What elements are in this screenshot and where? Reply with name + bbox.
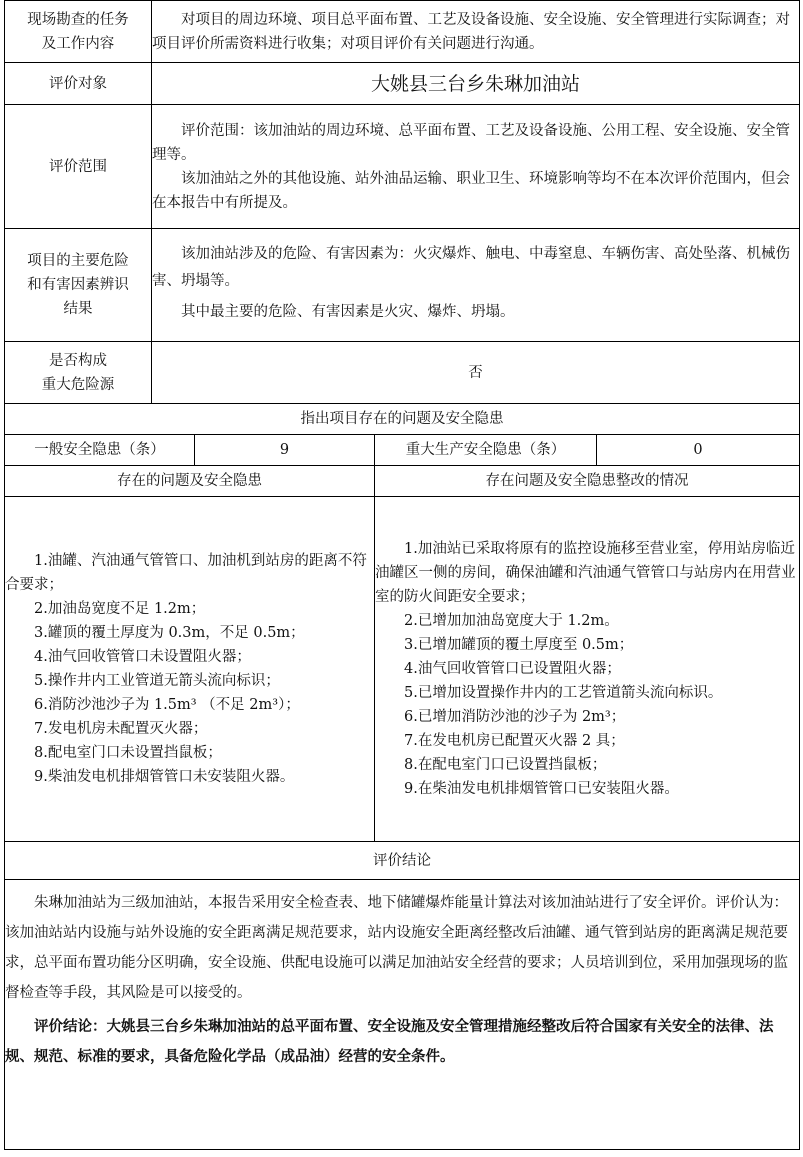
rectification-list (375, 497, 800, 842)
problem-item: 6.消防沙池沙子为 1.5m³ （不足 2m³）； (34, 697, 300, 713)
hazards-label-line: 结果 (63, 301, 93, 317)
rectification-item: 8.在配电室门口已设置挡鼠板； (404, 757, 607, 773)
hazards-label-line: 项目的主要危险 (27, 253, 129, 269)
major-hazard-label-line: 重大危险源 (41, 376, 115, 393)
survey-row (5, 1, 800, 63)
conclusion-final: 评价结论：大姚县三台乡朱琳加油站的总平面布置、安全设施及安全管理措施经整改后符合国家有关安全的法律、法规、规范、标准的要求，具备危险化学品（成品油）经营的安全条件。 (5, 1018, 774, 1065)
problem-item: 4.油气回收管管口未设置阻火器； (34, 649, 251, 665)
object-row (5, 63, 800, 105)
major-hazard-count-label: 重大生产安全隐患（条） (375, 435, 597, 466)
scope-paragraph: 评价范围：该加油站的周边环境、总平面布置、工艺及设备设施、公用工程、安全设施、安全管理等。 (152, 122, 790, 163)
rectification-item: 1.加油站已采取将原有的监控设施移至营业室，停用站房临近油罐区一侧的房间，确保油罐和汽油通气管管口与站房内在用营业室的防火间距安全要求； (375, 541, 796, 605)
major-hazard-label (5, 342, 152, 404)
major-hazard-label-line: 是否构成 (49, 352, 107, 369)
conclusion-header-row (5, 842, 800, 880)
problem-item: 8.配电室门口未设置挡鼠板； (34, 745, 222, 761)
conclusion-header: 评价结论 (5, 842, 800, 880)
problems-row (5, 497, 800, 842)
problem-item: 7.发电机房未配置灭火器； (34, 721, 208, 737)
survey-label-line: 现场勘查的任务 (27, 11, 129, 28)
hazards-paragraph: 其中最主要的危险、有害因素是火灾、爆炸、坍塌。 (181, 304, 515, 320)
scope-row (5, 105, 800, 229)
problem-item: 5.操作井内工业管道无箭头流向标识； (34, 673, 280, 689)
evaluation-table (4, 0, 800, 1150)
rectification-item: 7.在发电机房已配置灭火器 2 具； (404, 733, 625, 749)
scope-paragraph: 该加油站之外的其他设施、站外油品运输、职业卫生、环境影响等均不在本次评价范围内，但会在本报告中有所提及。 (152, 170, 790, 211)
rectification-column-title: 存在问题及安全隐患整改的情况 (375, 466, 800, 497)
hazards-content (152, 229, 800, 342)
scope-content (152, 105, 800, 229)
survey-text: 对项目的周边环境、项目总平面布置、工艺及设备设施、安全设施、安全管理进行实际调查；对项目评价所需资料进行收集；对项目评价有关问题进行沟通。 (152, 11, 790, 52)
rectification-item: 2.已增加加油岛宽度大于 1.2m。 (404, 613, 619, 629)
problems-list (5, 497, 375, 842)
columns-row (5, 466, 800, 497)
counts-row (5, 435, 800, 466)
rectification-item: 4.油气回收管管口已设置阻火器； (404, 661, 621, 677)
issues-header-row (5, 404, 800, 435)
hazards-label-line: 和有害因素辨识 (27, 277, 129, 293)
problem-item: 2.加油岛宽度不足 1.2m； (34, 601, 206, 617)
object-label: 评价对象 (5, 63, 152, 105)
major-hazard-count: 0 (597, 435, 800, 466)
hazards-row (5, 229, 800, 342)
scope-label: 评价范围 (5, 105, 152, 229)
problems-column-title: 存在的问题及安全隐患 (5, 466, 375, 497)
major-hazard-value: 否 (152, 342, 800, 404)
problem-item: 3.罐顶的覆土厚度为 0.3m，不足 0.5m； (34, 625, 305, 641)
major-hazard-row (5, 342, 800, 404)
rectification-item: 9.在柴油发电机排烟管管口已安装阻火器。 (404, 781, 679, 797)
problem-item: 1.油罐、汽油通气管管口、加油机到站房的距离不符合要求； (5, 553, 367, 593)
conclusion-body: 朱琳加油站为三级加油站，本报告采用安全检查表、地下储罐爆炸能量计算法对该加油站进行了安全评价。评价认为：该加油站站内设施与站外设施的安全距离满足规范要求，站内设施安全距离经整改后油罐、通气管到站房的距离满足规范要求，总平面布置功能分区明确，安全设施、供配电设施可以满足加油站安全经营的要求；人员培训到位，采用加强现场的监督检查等手段，其风险是可以接受的。 (5, 895, 788, 1001)
rectification-item: 3.已增加罐顶的覆土厚度至 0.5m； (404, 637, 634, 653)
hazards-label (5, 229, 152, 342)
general-hazard-label: 一般安全隐患（条） (5, 435, 195, 466)
conclusion-row (5, 880, 800, 1150)
issues-header: 指出项目存在的问题及安全隐患 (5, 404, 800, 435)
object-value: 大姚县三台乡朱琳加油站 (152, 63, 800, 105)
survey-content (152, 1, 800, 63)
evaluation-report-page (4, 0, 799, 1157)
rectification-item: 6.已增加消防沙池的沙子为 2m³； (404, 709, 626, 725)
survey-label (5, 1, 152, 63)
survey-label-line: 及工作内容 (41, 35, 115, 52)
hazards-paragraph: 该加油站涉及的危险、有害因素为：火灾爆炸、触电、中毒窒息、车辆伤害、高处坠落、机械伤害、坍塌等。 (152, 246, 790, 289)
problem-item: 9.柴油发电机排烟管管口未安装阻火器。 (34, 769, 295, 785)
general-hazard-count: 9 (195, 435, 375, 466)
rectification-item: 5.已增加设置操作井内的工艺管道箭头流向标识。 (404, 685, 723, 701)
conclusion-content (5, 880, 800, 1150)
